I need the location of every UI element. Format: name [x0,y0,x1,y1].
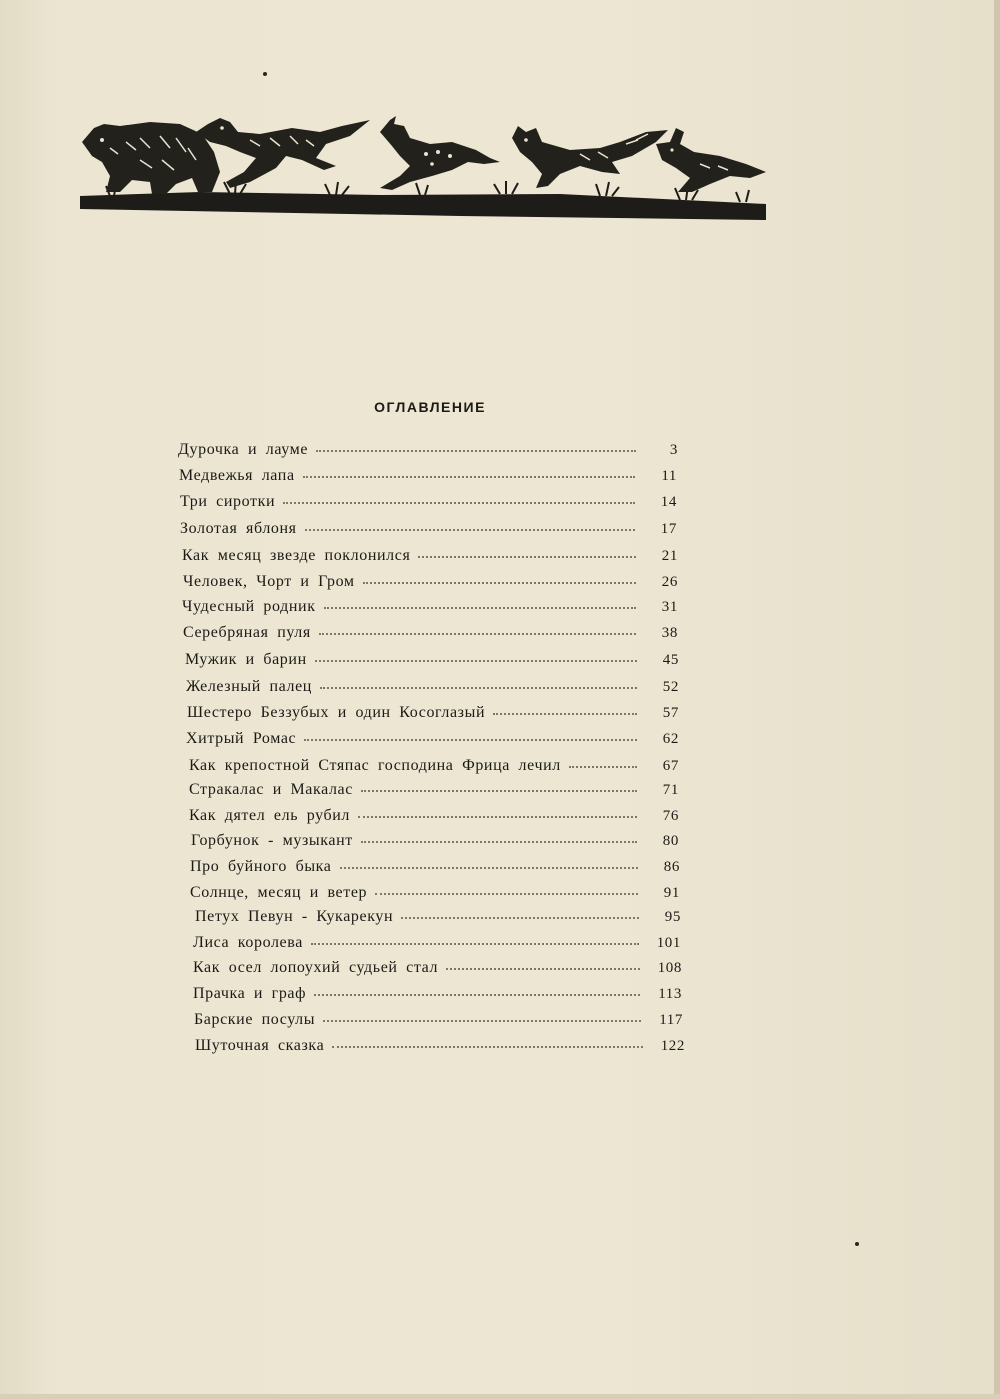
toc-entry [190,884,680,906]
toc-entry [195,1037,685,1059]
toc-entry-page: 91 [663,885,680,901]
toc-entry-title: Серебряная пуля [183,624,311,641]
toc-entry-title: Дурочка и лауме [178,441,309,458]
toc-entry-title: Шестеро Беззубых и один Косоглазый [187,704,486,721]
dot-leader [569,756,637,768]
dot-leader [363,572,636,584]
toc-entry-page: 17 [660,521,677,537]
dot-leader [283,492,635,504]
toc-entry-page: 67 [662,758,679,774]
toc-entry-title: Солнце, месяц и ветер [190,884,368,901]
toc-entry [186,730,679,752]
toc-entry-title: Петух Певун - Кукарекун [195,908,394,925]
toc-entry [189,807,679,829]
dot-leader [316,440,636,452]
toc-entry-page: 21 [661,548,678,564]
dot-leader [303,466,635,478]
toc-entry-title: Железный палец [186,678,312,695]
toc-entry-title: Медвежья лапа [179,467,295,484]
dot-leader [315,650,637,662]
toc-entry [189,781,679,803]
dot-leader [304,729,637,741]
toc-entry [183,573,678,595]
toc-entry-title: Шуточная сказка [195,1037,325,1054]
toc-entry-page: 113 [658,986,682,1002]
toc-entry-title: Человек, Чорт и Гром [183,573,355,590]
toc-entry-page: 45 [662,652,679,668]
toc-entry-title: Как крепостной Стяпас господина Фрица лечил [189,757,561,774]
toc-entry [193,934,681,956]
dot-leader [401,907,639,919]
toc-entry-title: Три сиротки [180,493,276,510]
toc-entry [183,624,678,646]
toc-entry [178,441,678,463]
toc-entry-title: Как дятел ель рубил [189,807,350,824]
toc-entry-title: Золотая яблоня [180,520,297,537]
dot-leader [418,546,636,558]
toc-entry [180,493,677,515]
toc-entry-page: 31 [661,599,678,615]
toc-entry [194,1011,683,1033]
toc-entry-title: Горбунок - музыкант [191,832,353,849]
dot-leader [305,519,635,531]
toc-entry-title: Мужик и барин [185,651,307,668]
toc-entry-page: 62 [662,731,679,747]
toc-entry-page: 57 [662,705,679,721]
toc-entry-page: 80 [662,833,679,849]
toc-entry [193,985,682,1007]
toc-entry-page: 52 [662,679,679,695]
toc-entry-title: Барские посулы [194,1011,316,1028]
dot-leader [340,857,639,869]
toc-entry [179,467,677,489]
toc-entry-page: 38 [661,625,678,641]
toc-entry [190,858,680,880]
toc-entry [186,678,679,700]
dot-leader [358,806,637,818]
toc-entry-page: 14 [660,494,677,510]
toc-entry-page: 3 [669,442,678,458]
toc-entry-title: Стракалас и Макалас [189,781,353,798]
toc-entry-title: Хитрый Ромас [186,730,297,747]
toc-entry [189,757,679,779]
toc-entry-page: 101 [656,935,681,951]
toc-entry-title: Как месяц звезде поклонился [182,547,411,564]
toc-entry [182,547,678,569]
toc-entry-page: 71 [662,782,679,798]
toc-entry-page: 108 [657,960,682,976]
toc-entry [193,959,682,981]
toc-entry-page: 26 [661,574,678,590]
dot-leader [314,984,640,996]
toc-entry-page: 95 [664,909,681,925]
toc-entry-title: Чудесный родник [182,598,316,615]
toc-entry-page: 86 [663,859,680,875]
dot-leader [324,597,636,609]
toc-entry [180,520,677,542]
toc-entry-page: 122 [660,1038,685,1054]
toc-entry-title: Прачка и граф [193,985,307,1002]
toc-entry-title: Про буйного быка [190,858,332,875]
page-title: ОГЛАВЛЕНИЕ [374,399,486,415]
toc-entry [195,908,681,930]
dot-leader [361,780,637,792]
dot-leader [332,1036,643,1048]
toc-entry-title: Лиса королева [193,934,303,951]
toc-entry [191,832,679,854]
dot-leader [493,703,637,715]
dot-leader [320,677,637,689]
dot-leader [446,958,640,970]
toc-entry [182,598,678,620]
toc-entry-title: Как осел лопоухий судьей стал [193,959,439,976]
toc-entry-page: 11 [661,468,677,484]
dot-leader [361,831,637,843]
dot-leader [375,883,638,895]
toc-entry [187,704,679,726]
toc-entry-page: 117 [659,1012,683,1028]
toc-entry [185,651,679,673]
toc-entry-page: 76 [662,808,679,824]
dot-leader [311,933,639,945]
dot-leader [323,1010,641,1022]
dot-leader [319,623,636,635]
